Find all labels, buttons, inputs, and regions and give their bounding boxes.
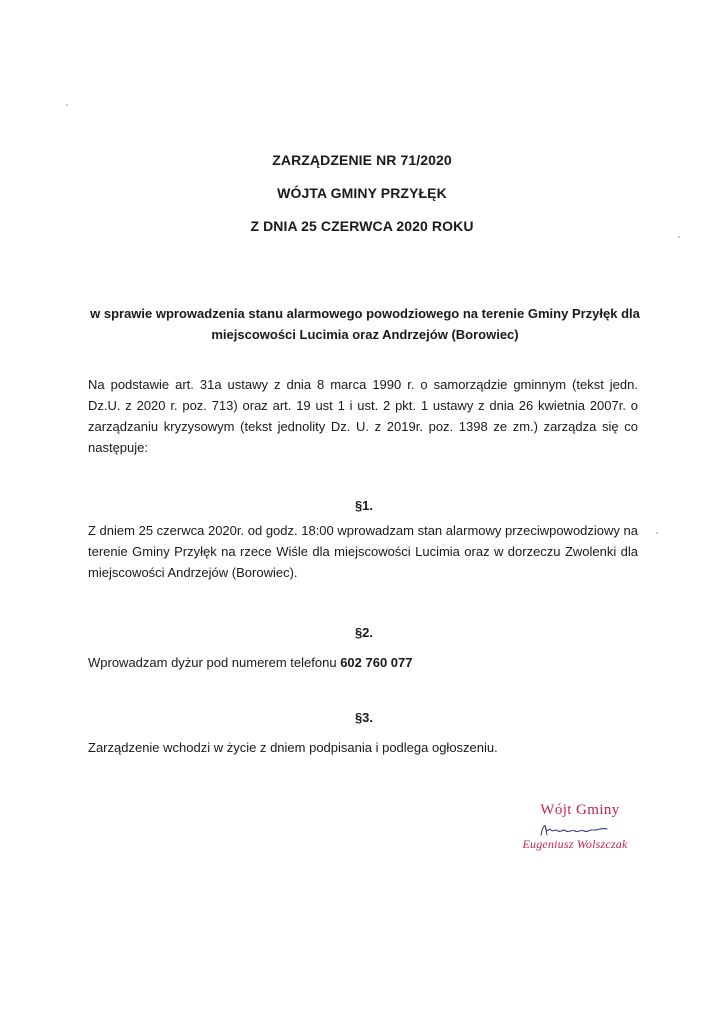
section-1-text: Z dniem 25 czerwca 2020r. od godz. 18:00 wprowadzam stan alarmowy przeciwpowodziowy na terenie Gminy Przyłęk na rzece Wiśle dla miejscowości Lucimia oraz w dorzeczu Zwolenki dla miejscowości Andrzejów (Borowiec). bbox=[88, 523, 638, 580]
legal-basis-paragraph: Na podstawie art. 31a ustawy z dnia 8 marca 1990 r. o samorządzie gminnym (tekst jedn. Dz.U. z 2020 r. poz. 713) oraz art. 19 ust 1 i ust. 2 pkt. 1 ustawy z dnia 26 kwietnia 2007r. o zarządzaniu kryzysowym (tekst jednolity Dz. U. z 2019r. poz. 1398 ze zm.) zarządza się co następuje: bbox=[88, 377, 638, 455]
title-line-ordinance-number: ZARZĄDZENIE NR 71/2020 bbox=[272, 152, 452, 168]
scan-speck bbox=[656, 532, 658, 534]
section-mark-2: §2. bbox=[354, 625, 374, 640]
section-3-text: Zarządzenie wchodzi w życie z dniem podpisania i podlega ogłoszeniu. bbox=[88, 740, 498, 755]
title-line-date: Z DNIA 25 CZERWCA 2020 ROKU bbox=[250, 218, 474, 234]
section-mark-1: §1. bbox=[354, 498, 374, 513]
title-line-issuer: WÓJTA GMINY PRZYŁĘK bbox=[277, 185, 447, 201]
stamp-signatory-name: Eugeniusz Wolszczak bbox=[522, 837, 628, 851]
document-title bbox=[0, 144, 724, 243]
section-2-body: Wprowadzam dyżur pod numerem telefonu bbox=[88, 655, 341, 670]
section-2-text bbox=[88, 652, 638, 673]
scan-speck bbox=[66, 104, 68, 106]
phone-number: 602 760 077 bbox=[340, 655, 413, 670]
official-stamp bbox=[500, 802, 650, 852]
section-mark-3: §3. bbox=[354, 710, 374, 725]
document-subject: w sprawie wprowadzenia stanu alarmowego powodziowego na terenie Gminy Przyłęk dla miejscowości Lucimia oraz Andrzejów (Borowiec) bbox=[90, 306, 640, 342]
stamp-title: Wójt Gminy bbox=[540, 802, 620, 818]
